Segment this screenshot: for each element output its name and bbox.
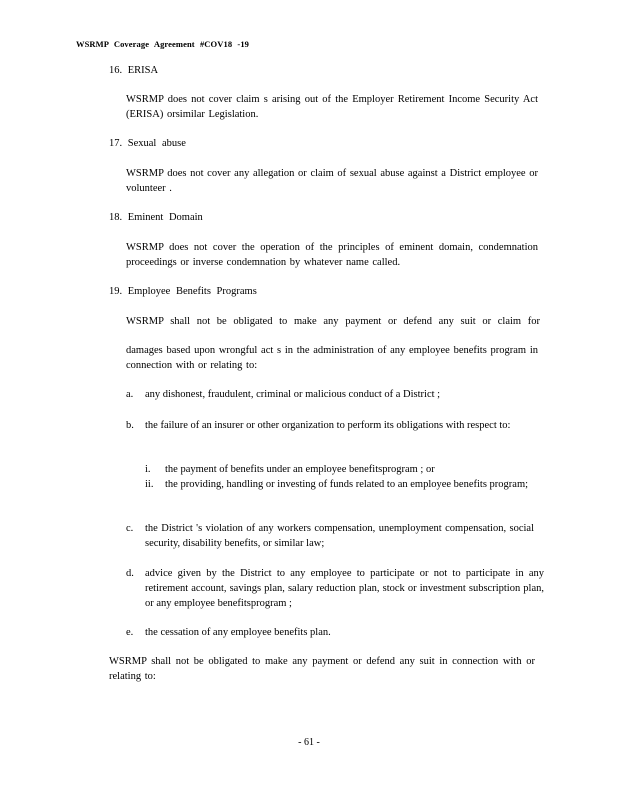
list-marker: b. [126,420,134,431]
list-marker: e. [126,627,134,638]
section-number: 16. [109,65,123,76]
section-title: Employee Benefits Programs [127,286,257,297]
sub-list-marker: ii. [145,479,154,490]
section-number: 17. [109,138,123,149]
section-17-body: WSRMP does not cover any allegation or claim of sexual abuse against a District employee or volunteer . [126,168,538,194]
list-item-d [126,566,544,611]
list-item-b [126,418,541,433]
list-marker: c. [126,523,134,534]
section-number: 19. [109,286,123,297]
sub-list-marker: i. [145,464,151,475]
list-item-c [126,521,534,551]
section-18-body: WSRMP does not cover the operation of the principles of eminent domain, condemnation proceedings or inverse condemnation by whatever name called. [126,242,538,268]
list-item-text: the District 's violation of any workers compensation, unemployment compensation, social security, disability benefits, or similar law; [145,523,534,549]
list-item-e [126,625,541,640]
section-title: Eminent Domain [127,212,203,223]
list-item-text: the cessation of any employee benefits plan. [145,627,331,638]
list-item-a [126,387,541,402]
section-19-intro: WSRMP shall not be obligated to make any payment or defend any suit or claim for [126,316,540,327]
section-title: Sexual abuse [127,138,186,149]
section-17-heading [109,136,186,151]
sub-item-text: the payment of benefits under an employee benefitsprogram ; or [165,464,435,475]
closing-paragraph: WSRMP shall not be obligated to make any payment or defend any suit in connection with or relating to: [109,656,535,682]
list-item-text: advice given by the District to any employee to participate or not to participate in any retirement account, savings plan, salary reduction plan, stock or investment subscription plan, or any employee benefitsprogram ; [145,568,544,609]
list-marker: d. [126,568,134,579]
section-19-heading [109,284,257,299]
page-number: - 61 - [298,737,320,748]
section-19-body: damages based upon wrongful act s in the administration of any employee benefits program in connection with or relating to: [126,345,538,371]
section-16-heading [109,63,158,78]
sub-item-i [145,462,533,477]
section-title: ERISA [127,65,159,76]
list-item-text: any dishonest, fraudulent, criminal or malicious conduct of a District ; [145,389,441,400]
sub-item-text: the providing, handling or investing of funds related to an employee benefits program; [165,479,529,490]
page-header: WSRMP Coverage Agreement #COV18 -19 [76,39,250,49]
list-marker: a. [126,389,134,400]
section-16-body: WSRMP does not cover claim s arising out of the Employer Retirement Income Security Act (ERISA) orsimilar Legislation. [126,94,538,120]
section-number: 18. [109,212,123,223]
list-item-text: the failure of an insurer or other organization to perform its obligations with respect to: [145,420,511,431]
sub-item-ii [145,477,533,492]
section-18-heading [109,210,203,225]
